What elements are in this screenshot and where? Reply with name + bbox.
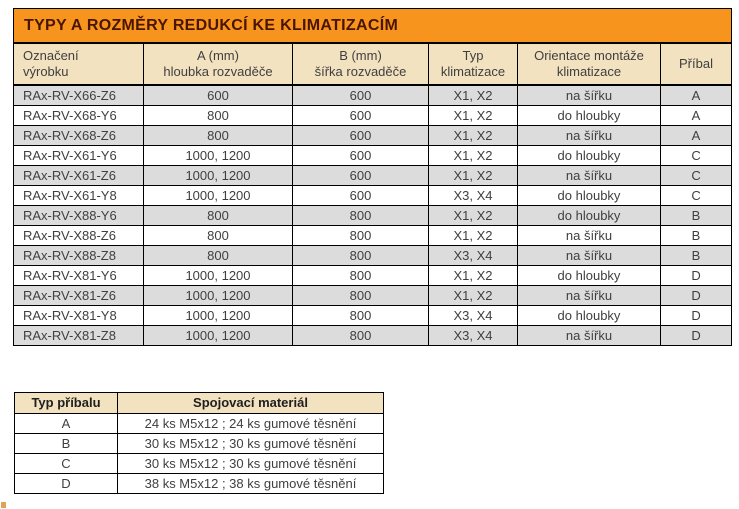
cell-pribal: C	[661, 146, 732, 166]
accessory-table-section	[14, 392, 384, 494]
accessory-table	[14, 392, 384, 494]
cell-orient: na šířku	[518, 326, 661, 346]
cell-a-mm: 800	[144, 226, 293, 246]
header-product	[14, 43, 144, 85]
dimensions-table	[13, 8, 732, 346]
header-line: B (mm)	[339, 48, 382, 63]
cell-orient: na šířku	[518, 85, 661, 106]
cell-orient: do hloubky	[518, 206, 661, 226]
cell-b-mm: 800	[293, 266, 429, 286]
cell-typ-pribalu: A	[15, 414, 118, 434]
header-line: Typ	[462, 48, 484, 63]
accessory-header-row	[15, 393, 384, 414]
cell-pribal: C	[661, 166, 732, 186]
header-b-mm	[293, 43, 429, 85]
cell-typ-pribalu: D	[15, 474, 118, 494]
cell-b-mm: 800	[293, 306, 429, 326]
cell-a-mm: 800	[144, 106, 293, 126]
cell-orient: na šířku	[518, 246, 661, 266]
cell-material: 38 ks M5x12 ; 38 ks gumové těsnění	[118, 474, 384, 494]
cell-a-mm: 600	[144, 85, 293, 106]
cell-product: RAx-RV-X88-Z6	[14, 226, 144, 246]
cell-pribal: D	[661, 306, 732, 326]
cell-a-mm: 800	[144, 246, 293, 266]
table-row	[15, 414, 384, 434]
cell-product: RAx-RV-X68-Z6	[14, 126, 144, 146]
header-row	[14, 43, 732, 85]
cell-a-mm: 1000, 1200	[144, 166, 293, 186]
header-line: šířka rozvaděče	[314, 64, 407, 79]
page-title: TYPY A ROZMĚRY REDUKCÍ KE KLIMATIZACÍM	[14, 9, 732, 44]
header-typ-pribalu: Typ příbalu	[15, 393, 118, 414]
cell-a-mm: 1000, 1200	[144, 326, 293, 346]
cell-typ: X1, X2	[429, 206, 518, 226]
table-row	[14, 306, 732, 326]
cell-orient: do hloubky	[518, 266, 661, 286]
title-row	[14, 9, 732, 44]
cell-pribal: C	[661, 186, 732, 206]
cell-pribal: B	[661, 226, 732, 246]
cell-pribal: D	[661, 326, 732, 346]
cell-material: 30 ks M5x12 ; 30 ks gumové těsnění	[118, 434, 384, 454]
cell-typ: X1, X2	[429, 85, 518, 106]
header-line: výrobku	[23, 64, 69, 79]
cell-orient: na šířku	[518, 126, 661, 146]
cell-product: RAx-RV-X61-Y8	[14, 186, 144, 206]
cell-product: RAx-RV-X68-Y6	[14, 106, 144, 126]
cell-product: RAx-RV-X61-Y6	[14, 146, 144, 166]
cell-orient: na šířku	[518, 226, 661, 246]
cell-a-mm: 800	[144, 206, 293, 226]
cell-typ: X3, X4	[429, 326, 518, 346]
cell-typ: X1, X2	[429, 106, 518, 126]
cell-product: RAx-RV-X81-Y8	[14, 306, 144, 326]
table-row	[14, 126, 732, 146]
cell-a-mm: 1000, 1200	[144, 306, 293, 326]
table-row	[14, 206, 732, 226]
cell-material: 30 ks M5x12 ; 30 ks gumové těsnění	[118, 454, 384, 474]
cell-product: RAx-RV-X81-Z8	[14, 326, 144, 346]
header-line: hloubka rozvaděče	[163, 64, 273, 79]
cell-typ: X3, X4	[429, 306, 518, 326]
cell-pribal: B	[661, 206, 732, 226]
cell-b-mm: 800	[293, 326, 429, 346]
cell-b-mm: 800	[293, 226, 429, 246]
table-row	[14, 166, 732, 186]
header-line: Označení	[23, 48, 79, 63]
main-table-section	[13, 8, 732, 346]
cell-typ: X1, X2	[429, 126, 518, 146]
cell-b-mm: 800	[293, 286, 429, 306]
cell-orient: na šířku	[518, 286, 661, 306]
table-row	[15, 474, 384, 494]
cell-pribal: A	[661, 106, 732, 126]
table-row	[14, 186, 732, 206]
cell-b-mm: 600	[293, 146, 429, 166]
cell-typ: X3, X4	[429, 186, 518, 206]
cell-a-mm: 1000, 1200	[144, 146, 293, 166]
cell-typ-pribalu: C	[15, 454, 118, 474]
cell-pribal: A	[661, 126, 732, 146]
cell-typ: X1, X2	[429, 226, 518, 246]
cell-orient: do hloubky	[518, 306, 661, 326]
header-line: klimatizace	[440, 64, 506, 79]
cell-b-mm: 600	[293, 126, 429, 146]
table-row	[14, 106, 732, 126]
table-row	[14, 266, 732, 286]
cell-typ: X1, X2	[429, 146, 518, 166]
cell-b-mm: 600	[293, 85, 429, 106]
header-a-mm	[144, 43, 293, 85]
cell-typ: X3, X4	[429, 246, 518, 266]
cell-typ: X1, X2	[429, 166, 518, 186]
header-pribal: Příbal	[661, 43, 732, 85]
header-line: A (mm)	[197, 48, 239, 63]
cell-a-mm: 1000, 1200	[144, 266, 293, 286]
table-row	[14, 286, 732, 306]
cell-orient: do hloubky	[518, 106, 661, 126]
cell-product: RAx-RV-X88-Z8	[14, 246, 144, 266]
cell-product: RAx-RV-X81-Y6	[14, 266, 144, 286]
table-row	[14, 246, 732, 266]
header-spojovaci-material: Spojovací materiál	[118, 393, 384, 414]
cell-material: 24 ks M5x12 ; 24 ks gumové těsnění	[118, 414, 384, 434]
cell-pribal: D	[661, 266, 732, 286]
cell-product: RAx-RV-X81-Z6	[14, 286, 144, 306]
table-row	[15, 454, 384, 474]
cell-orient: do hloubky	[518, 146, 661, 166]
cell-a-mm: 1000, 1200	[144, 186, 293, 206]
cell-b-mm: 800	[293, 246, 429, 266]
cell-typ: X1, X2	[429, 266, 518, 286]
table-row	[14, 85, 732, 106]
cell-b-mm: 600	[293, 186, 429, 206]
header-typ-klimatizace	[429, 43, 518, 85]
cell-product: RAx-RV-X66-Z6	[14, 85, 144, 106]
cell-pribal: B	[661, 246, 732, 266]
cell-b-mm: 600	[293, 106, 429, 126]
cell-b-mm: 600	[293, 166, 429, 186]
cell-typ-pribalu: B	[15, 434, 118, 454]
table-row	[14, 146, 732, 166]
table-row	[14, 326, 732, 346]
cell-pribal: D	[661, 286, 732, 306]
cell-a-mm: 1000, 1200	[144, 286, 293, 306]
table-row	[15, 434, 384, 454]
header-line: Orientace montáže	[534, 48, 644, 63]
cell-pribal: A	[661, 85, 732, 106]
cell-a-mm: 800	[144, 126, 293, 146]
header-line: klimatizace	[556, 64, 622, 79]
corner-artifact	[1, 502, 6, 508]
cell-orient: do hloubky	[518, 186, 661, 206]
table-row	[14, 226, 732, 246]
cell-product: RAx-RV-X61-Z6	[14, 166, 144, 186]
cell-b-mm: 800	[293, 206, 429, 226]
cell-typ: X1, X2	[429, 286, 518, 306]
header-orientace	[518, 43, 661, 85]
cell-product: RAx-RV-X88-Y6	[14, 206, 144, 226]
cell-orient: na šířku	[518, 166, 661, 186]
